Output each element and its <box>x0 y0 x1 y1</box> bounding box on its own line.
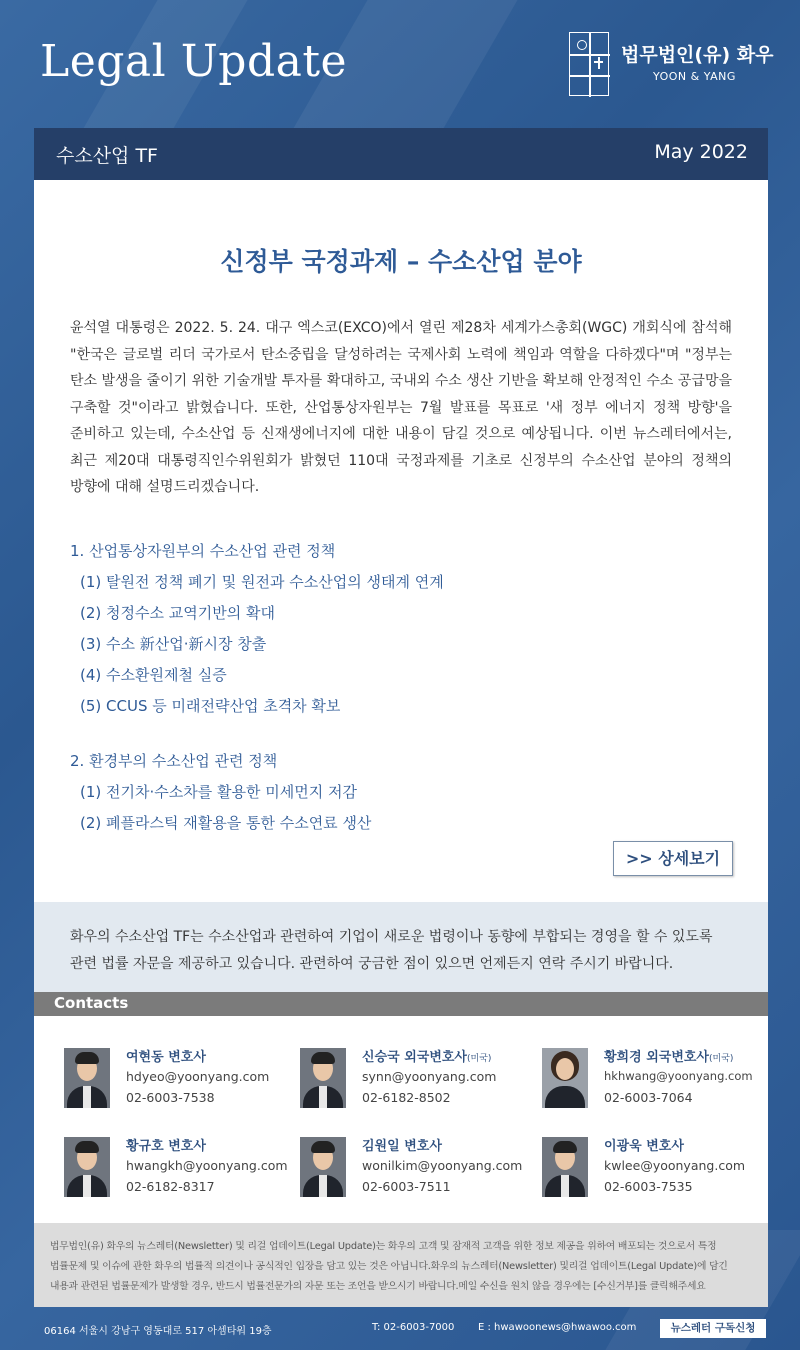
contacts-header <box>34 992 768 1016</box>
tf-notice <box>34 902 768 994</box>
contact-card <box>64 1137 304 1207</box>
contact-phone: 02-6182-8502 <box>362 1090 451 1105</box>
view-details-button[interactable]: >> 상세보기 <box>613 841 733 876</box>
contact-name: 황규호 변호사 <box>126 1139 206 1154</box>
section-heading: 2. 환경부의 수소산업 관련 정책 <box>70 752 278 770</box>
contact-name: 황희경 외국변호사(미국) <box>604 1050 734 1065</box>
section-item: (1) 전기차·수소차를 활용한 미세먼지 저감 <box>80 783 357 801</box>
section-item: (5) CCUS 등 미래전략산업 초격차 확보 <box>80 697 341 715</box>
notice-text: 화우의 수소산업 TF는 수소산업과 관련하여 기업이 새로운 법령이나 동향에 부합되는 경영을 할 수 있도록 관련 법률 자문을 제공하고 있습니다. 관련하여 궁금한 점이 있으면 언제든지 연락 주시기 바랍니다. <box>70 929 713 972</box>
section-item: (2) 청정수소 교역기반의 확대 <box>80 604 275 622</box>
contact-card <box>64 1048 304 1118</box>
contact-email[interactable]: kwlee@yoonyang.com <box>604 1158 746 1173</box>
contact-email[interactable]: synn@yoonyang.com <box>362 1069 497 1084</box>
footer-email[interactable]: E : hwawoonews@hwawoo.com <box>478 1322 637 1333</box>
avatar <box>542 1137 588 1197</box>
section-item: (3) 수소 新산업·新시장 창출 <box>80 635 267 653</box>
contact-name: 이광욱 변호사 <box>604 1139 684 1154</box>
contact-email[interactable]: hkhwang@yoonyang.com <box>604 1069 753 1083</box>
contact-name: 여현동 변호사 <box>126 1050 206 1065</box>
contact-name: 신승국 외국변호사(미국) <box>362 1050 492 1065</box>
contact-card <box>542 1048 782 1118</box>
firm-logo[interactable] <box>569 32 774 96</box>
contact-phone: 02-6182-8317 <box>126 1179 215 1194</box>
article-intro: 윤석열 대통령은 2022. 5. 24. 대구 엑스코(EXCO)에서 열린 제28차 세계가스총회(WGC) 개회식에 참석해 "한국은 글로벌 리더 국가로서 탄소중립을 달성하려는 국제사회 노력에 책임과 역할을 다하겠다"며 "정부는 탄소 발생을 줄이기 위한 기술개발 투자를 확대하고, 국내외 수소 생산 기반을 확보해 안정적인 수소 공급망을 구축할 것"이라고 밝혔습니다. 또한, 산업통상자원부는 7월 발표를 목표로 '새 정부 에너지 정책 방향'을 준비하고 있는데, 수소산업 등 신재생에너지에 대한 내용이 담길 것으로 예상됩니다. 이번 뉴스레터에서는, 최근 제20대 대통령직인수위원회가 밝혔던 110대 국정과제를 기초로 신정부의 수소산업 분야의 정책의 방향에 대해 설명드리겠습니다. <box>70 320 732 495</box>
avatar <box>64 1137 110 1197</box>
contact-name: 김원일 변호사 <box>362 1139 442 1154</box>
section-heading: 1. 산업통상자원부의 수소산업 관련 정책 <box>70 542 336 560</box>
contact-phone: 02-6003-7535 <box>604 1179 693 1194</box>
content-card <box>34 180 768 1223</box>
disclaimer <box>34 1223 768 1307</box>
contact-phone: 02-6003-7511 <box>362 1179 451 1194</box>
footer-address: 06164 서울시 강남구 영동대로 517 아셈타워 19층 <box>44 1326 272 1337</box>
subscribe-button[interactable]: 뉴스레터 구독신청 <box>660 1319 766 1338</box>
contact-email[interactable]: hwangkh@yoonyang.com <box>126 1158 288 1173</box>
logo-english-name: YOON & YANG <box>653 70 736 83</box>
contact-card <box>300 1137 540 1207</box>
header-bar <box>34 128 768 180</box>
section-item: (2) 폐플라스틱 재활용을 통한 수소연료 생산 <box>80 814 372 832</box>
contact-card <box>300 1048 540 1118</box>
contact-card <box>542 1137 782 1207</box>
newsletter-title: Legal Update <box>40 36 348 87</box>
avatar <box>64 1048 110 1108</box>
avatar <box>300 1048 346 1108</box>
footer-phone: T: 02-6003-7000 <box>372 1322 455 1333</box>
logo-mark-icon <box>569 32 609 96</box>
article-title: 신정부 국정과제 – 수소산업 분야 <box>220 247 582 276</box>
section-item: (1) 탈원전 정책 폐기 및 원전과 수소산업의 생태계 연계 <box>80 573 444 591</box>
avatar <box>542 1048 588 1108</box>
disclaimer-text: 법무법인(유) 화우의 뉴스레터(Newsletter) 및 리걸 업데이트(Legal Update)는 화우의 고객 및 잠재적 고객을 위한 정보 제공을 위하여 배포되는 것으로서 특정 법률문제 및 이슈에 관한 화우의 법률적 의견이나 공식적인 입장을 담고 있는 것은 아닙니다.화우의 뉴스레터(Newsletter) 및리걸 업데이트(Legal Update)에 담긴 내용과 관련된 법률문제가 발생할 경우, 반드시 법률전문가의 자문 또는 조언을 받으시기 바랍니다.메일 수신을 원치 않을 경우에는 [수신거부]를 클릭해주세요 <box>50 1241 728 1292</box>
issue-date: May 2022 <box>654 141 748 163</box>
contacts-label: Contacts <box>54 994 129 1012</box>
section-item: (4) 수소환원제철 실증 <box>80 666 227 684</box>
contact-email[interactable]: hdyeo@yoonyang.com <box>126 1069 270 1084</box>
section-name: 수소산업 TF <box>56 145 158 167</box>
contact-phone: 02-6003-7064 <box>604 1090 693 1105</box>
contact-email[interactable]: wonilkim@yoonyang.com <box>362 1158 523 1173</box>
avatar <box>300 1137 346 1197</box>
logo-korean-name: 법무법인(유) 화우 <box>621 44 774 66</box>
contact-phone: 02-6003-7538 <box>126 1090 215 1105</box>
